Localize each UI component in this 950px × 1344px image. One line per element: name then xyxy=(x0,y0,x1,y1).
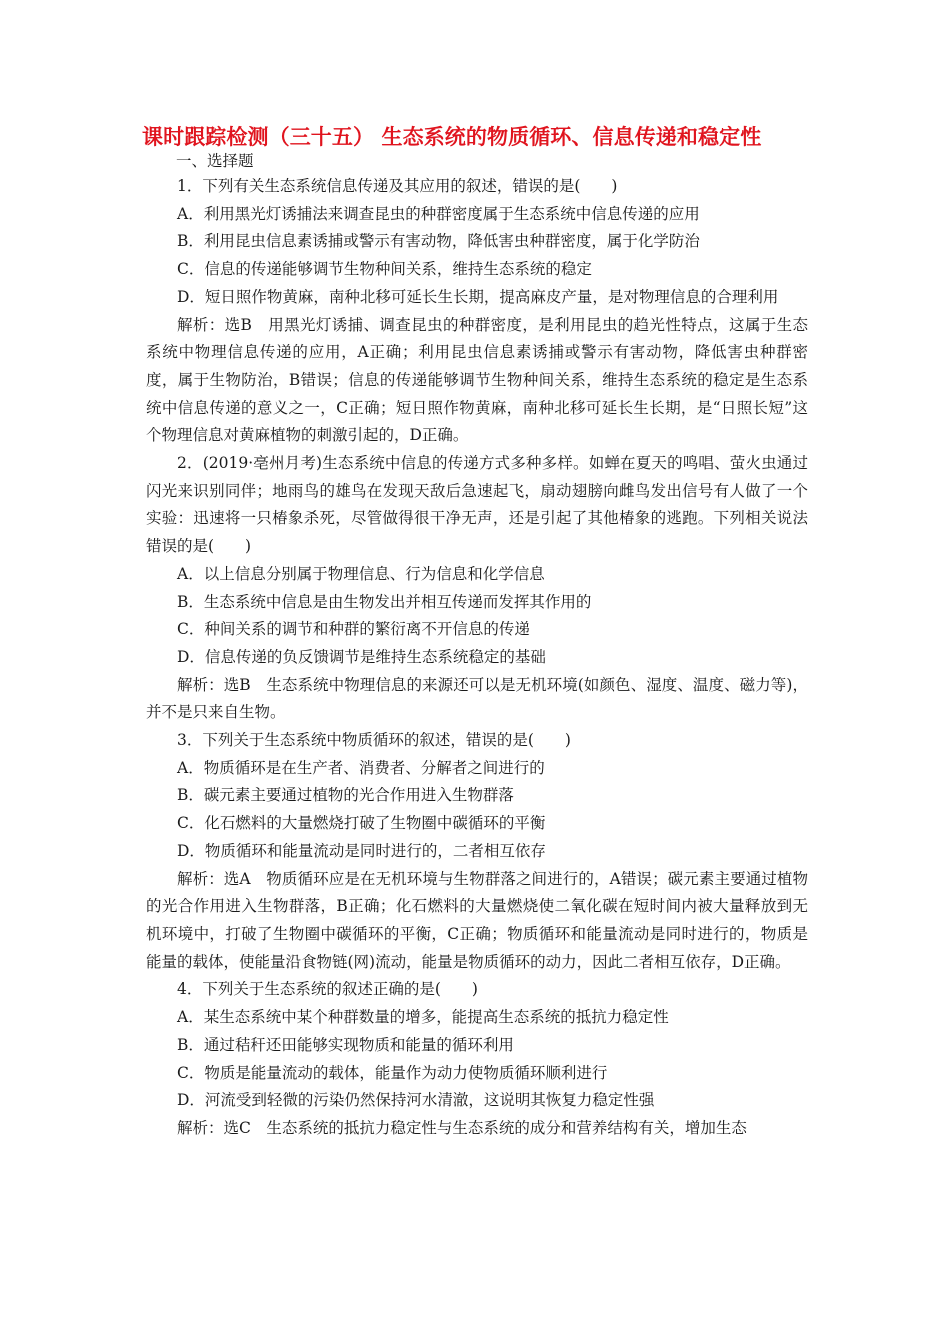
option-a: A．以上信息分别属于物理信息、行为信息和化学信息 xyxy=(177,564,545,583)
section-heading: 一、选择题 xyxy=(176,152,254,170)
option-d: D．短日照作物黄麻，南种北移可延长生长期，提高麻皮产量，是对物理信息的合理利用 xyxy=(177,287,779,306)
option-c: C．物质是能量流动的载体，能量作为动力使物质循环顺利进行 xyxy=(177,1063,608,1082)
analysis: 解析：选B 用黑光灯诱捕、调查昆虫的种群密度，是利用昆虫的趋光性特点，这属于生态系统中物理信息传递的应用，A正确；利用昆虫信息素诱捕或警示有害动物，降低害虫种群密度，属于生物防治，B错误；信息的传递能够调节生物种间关系，维持生态系统的稳定是生态系统中信息传递的意义之一，C正确；短日照作物黄麻，南种北移可延长生长期，是“日照长短”这个物理信息对黄麻植物的刺激引起的，D正确。 xyxy=(146,315,808,445)
option-b: B．生态系统中信息是由生物发出并相互传递而发挥其作用的 xyxy=(177,592,592,611)
document-title: 课时跟踪检测（三十五） 生态系统的物质循环、信息传递和稳定性 xyxy=(142,124,762,149)
option-b: B．利用昆虫信息素诱捕或警示有害动物，降低害虫种群密度，属于化学防治 xyxy=(177,232,700,251)
question-4 xyxy=(146,976,808,1142)
question-2 xyxy=(146,450,808,727)
option-b: B．碳元素主要通过植物的光合作用进入生物群落 xyxy=(177,786,514,805)
question-3 xyxy=(146,727,808,976)
option-d: D．河流受到轻微的污染仍然保持河水清澈，这说明其恢复力稳定性强 xyxy=(177,1091,655,1110)
option-d: D．信息传递的负反馈调节是维持生态系统稳定的基础 xyxy=(177,647,546,666)
option-c: C．化石燃料的大量燃烧打破了生物圈中碳循环的平衡 xyxy=(177,814,546,833)
analysis: 解析：选B 生态系统中物理信息的来源还可以是无机环境(如颜色、湿度、温度、磁力等)，并不是只来自生物。 xyxy=(146,675,808,722)
document-page xyxy=(142,122,808,1143)
option-c: C．种间关系的调节和种群的繁衍离不开信息的传递 xyxy=(177,620,530,639)
option-b: B．通过秸秆还田能够实现物质和能量的循环利用 xyxy=(177,1035,514,1054)
question-stem: 4．下列关于生态系统的叙述正确的是( ) xyxy=(177,980,478,999)
option-a: A．利用黑光灯诱捕法来调查昆虫的种群密度属于生态系统中信息传递的应用 xyxy=(177,204,700,223)
option-a: A．物质循环是在生产者、消费者、分解者之间进行的 xyxy=(177,758,545,777)
analysis: 解析：选C 生态系统的抵抗力稳定性与生态系统的成分和营养结构有关，增加生态 xyxy=(177,1118,747,1137)
option-a: A．某生态系统中某个种群数量的增多，能提高生态系统的抵抗力稳定性 xyxy=(177,1008,669,1027)
analysis: 解析：选A 物质循环应是在无机环境与生物群落之间进行的，A错误；碳元素主要通过植物的光合作用进入生物群落，B正确；化石燃料的大量燃烧使二氧化碳在短时间内被大量释放到无机环境中，打破了生物圈中碳循环的平衡，C正确；物质循环和能量流动是同时进行的，物质是能量的载体，使能量沿食物链(网)流动，能量是物质循环的动力，因此二者相互依存，D正确。 xyxy=(146,869,808,971)
option-d: D．物质循环和能量流动是同时进行的，二者相互依存 xyxy=(177,841,546,860)
question-stem: 1．下列有关生态系统信息传递及其应用的叙述，错误的是( ) xyxy=(177,177,618,195)
question-stem: 2．(2019·亳州月考)生态系统中信息的传递方式多种多样。如蝉在夏天的鸣唱、萤火虫通过闪光来识别同伴；地雨鸟的雄鸟在发现天敌后急速起飞，扇动翅膀向雌鸟发出信号有人做了一个实验：迅速将一只椿象杀死，尽管做得很干净无声，还是引起了其他椿象的逃跑。下列相关说法错误的是( ) xyxy=(146,454,808,556)
question-stem: 3．下列关于生态系统中物质循环的叙述，错误的是( ) xyxy=(177,731,571,750)
question-1 xyxy=(146,173,808,450)
option-c: C．信息的传递能够调节生物种间关系，维持生态系统的稳定 xyxy=(177,260,592,279)
